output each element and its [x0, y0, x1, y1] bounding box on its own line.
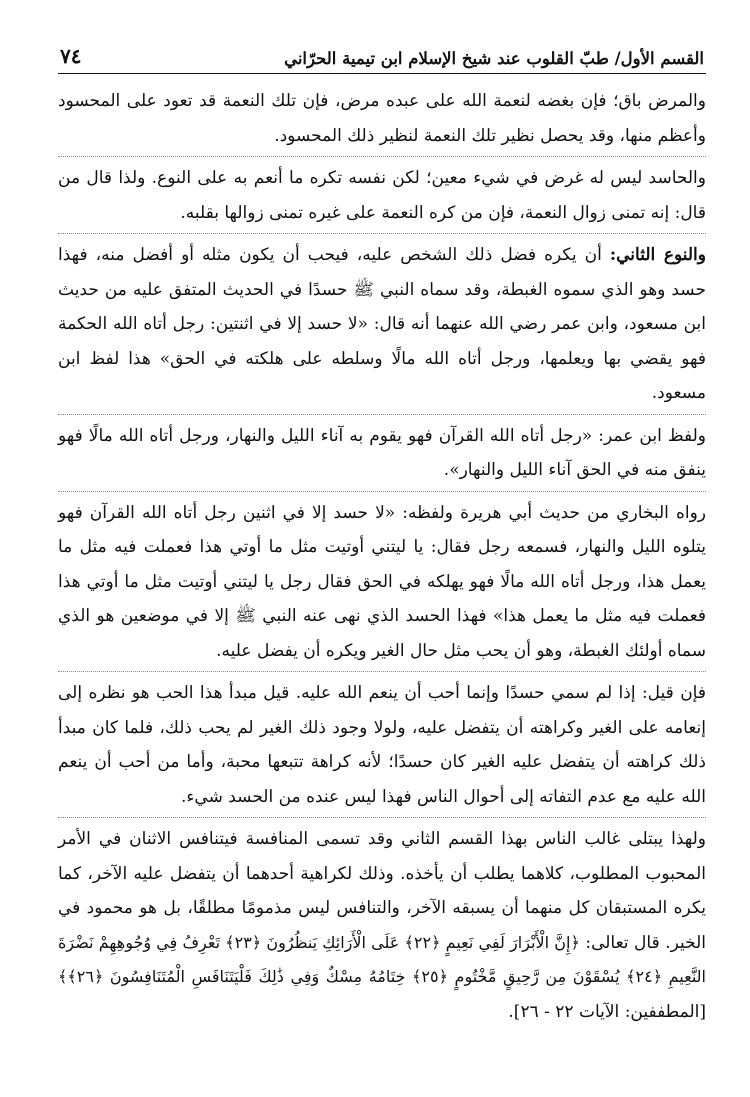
page-header [58, 36, 706, 74]
paragraph-divider [58, 233, 706, 234]
page-body [58, 84, 706, 1029]
page-number: ٧٤ [60, 44, 82, 68]
paragraph-6 [58, 676, 706, 814]
paragraph-divider [58, 817, 706, 818]
quran-verse: ﴿إِنَّ الْأَبْرَارَ لَفِي نَعِيمٍ ﴿٢٢﴾ عَلَى الْأَرَائِكِ يَنظُرُونَ ﴿٢٣﴾ تَعْرِفُ فِي وُجُوهِهِمْ نَضْرَةَ النَّعِيمِ ﴿٢٤﴾ يُسْقَوْنَ مِن رَّحِيقٍ مَّخْتُومٍ ﴿٢٥﴾ خِتَامُهُ مِسْكٌ وَفِي ذَٰلِكَ فَلْيَتَنَافَسِ الْمُتَنَافِسُونَ ﴿٢٦﴾﴾ [58, 932, 707, 986]
paragraph-1-text: والمرض باق؛ فإن بغضه لنعمة الله على عبده مرض، فإن تلك النعمة قد تعود على المحسود وأعظم منها، وقد يحصل نظير تلك النعمة لنظير ذلك المحسود. [58, 91, 706, 146]
paragraph-divider [58, 156, 706, 157]
paragraph-3-text: أن يكره فضل ذلك الشخص عليه، فيحب أن يكون مثله أو أفضل منه، فهذا حسد وهو الذي سموه الغبطة، وقد سماه النبي ﷺ حسدًا في الحديث المتفق عليه من حديث ابن مسعود، وابن عمر رضي الله عنهما أنه قال: «لا حسد إلا في اثنتين: رجل أتاه الله الحكمة فهو يقضي بها ويعلمها، ورجل أتاه الله مالًا وسلطه على هلكته في الحق» هذا لفظ ابن مسعود. [58, 245, 706, 403]
paragraph-2 [58, 161, 706, 230]
paragraph-5-text: رواه البخاري من حديث أبي هريرة ولفظه: «لا حسد إلا في اثنين رجل أتاه الله القرآن فهو يتلوه الليل والنهار، فسمعه رجل فقال: يا ليتني أوتيت مثل ما أوتي هذا فعملت فيه مثل ما يعمل هذا، ورجل أتاه الله مالًا فهو يهلكه في الحق فقال رجل يا ليتني أوتيت مثل ما أوتي هذا فعملت فيه مثل ما يعمل هذا» فهذا الحسد الذي نهى عنه النبي ﷺ إلا في موضعين هو الذي سماه أولئك الغبطة، وهو أن يحب مثل حال الغير ويكره أن يفضل عليه. [58, 502, 706, 661]
running-title: القسم الأول/ طبّ القلوب عند شيخ الإسلام ابن تيمية الحرّاني [284, 49, 704, 68]
paragraph-1 [58, 84, 706, 153]
paragraph-6-text: فإن قيل: إذا لم سمي حسدًا وإنما أحب أن ينعم الله عليه. قيل مبدأ هذا الحب هو نظره إلى إنعامه على الغير وكراهته أن يتفضل عليه، ولولا وجود ذلك الغير لم يحب ذلك، فلما كان مبدأ ذلك كراهته أن يتفضل عليه الغير كان حسدًا؛ لأنه كراهة تتبعها محبة، وأما من أحب أن ينعم الله عليه مع عدم التفاته إلى أحوال الناس فهذا ليس عنده من الحسد شيء. [58, 683, 706, 807]
paragraph-7 [58, 822, 706, 1029]
verse-citation: [المطففين: الآيات ٢٢ - ٢٦]. [508, 1001, 706, 1022]
paragraph-3-lead: والنوع الثاني: [609, 245, 706, 265]
book-page [58, 36, 706, 1066]
paragraph-divider [58, 491, 706, 492]
paragraph-divider [58, 671, 706, 672]
paragraph-4 [58, 419, 706, 488]
paragraph-divider [58, 414, 706, 415]
paragraph-4-text: ولفظ ابن عمر: «رجل أتاه الله القرآن فهو يقوم به آناء الليل والنهار، ورجل أتاه الله مالًا فهو ينفق منه في الحق آناء الليل والنهار». [58, 425, 706, 480]
paragraph-5 [58, 496, 706, 669]
paragraph-7-text: ولهذا يبتلى غالب الناس بهذا القسم الثاني وقد تسمى المنافسة فيتنافس الاثنان في الأمر المحبوب المطلوب، كلاهما يطلب أن يأخذه. وذلك لكراهية أحدهما أن يتفضل عليه الآخر، كما يكره المستبقان كل منهما أن يسبقه الآخر، والتنافس ليس مذمومًا مطلقًا، بل هو محمود في الخير. قال تعالى: [58, 829, 707, 953]
paragraph-3 [58, 238, 706, 411]
paragraph-2-text: والحاسد ليس له غرض في شيء معين؛ لكن نفسه تكره ما أنعم به على النوع. ولذا قال من قال: إنه تمنى زوال النعمة، فإن من كره النعمة على غيره تمنى زوالها بقلبه. [58, 168, 706, 223]
